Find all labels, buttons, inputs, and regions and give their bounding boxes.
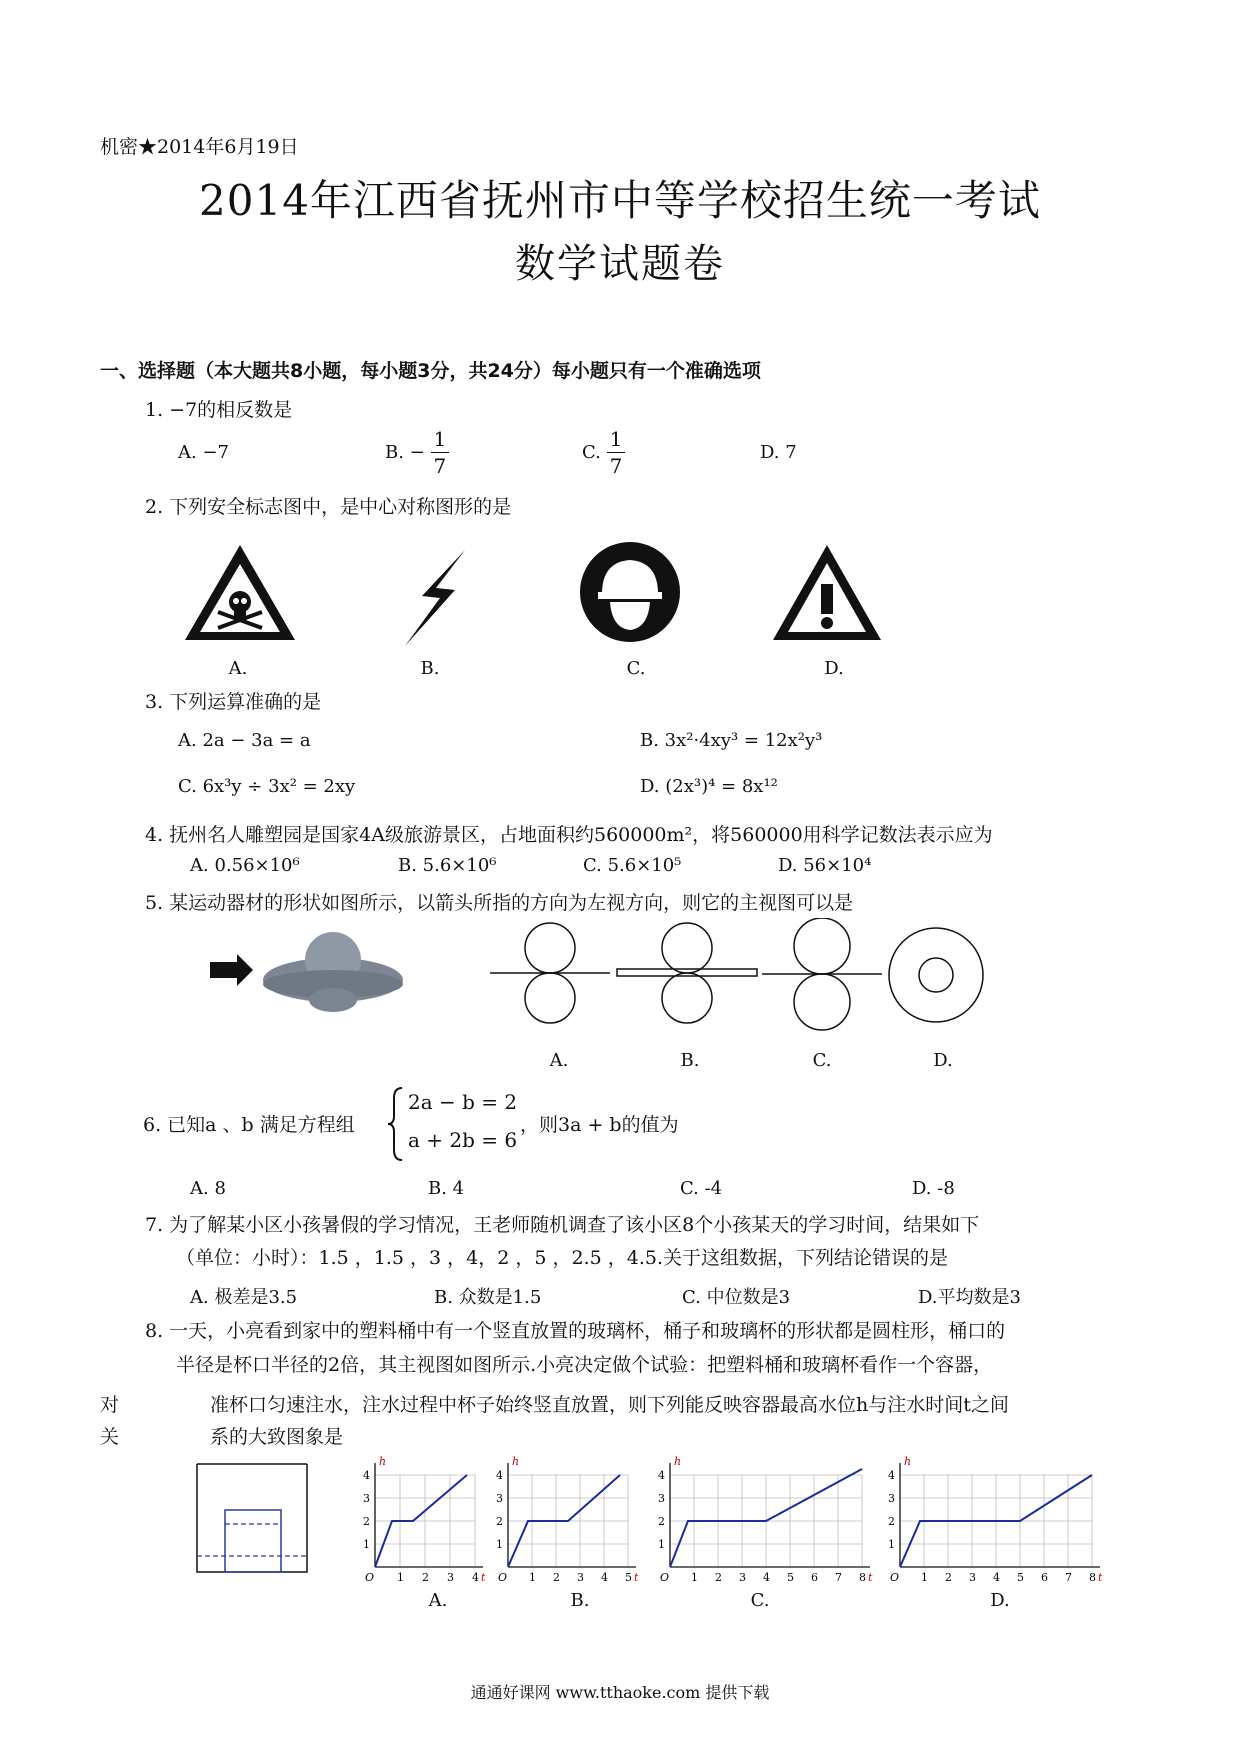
svg-text:t: t — [1098, 1571, 1103, 1584]
q1-option-b — [385, 426, 449, 479]
svg-text:3: 3 — [447, 1571, 454, 1584]
q8-line-2: 半径是杯口半径的2倍，其主视图如图所示.小亮决定做个试验：把塑料桶和玻璃杯看作一个容器， — [176, 1354, 993, 1376]
svg-text:5: 5 — [1017, 1571, 1024, 1584]
q4-stem: 4. 抚州名人雕塑园是国家4A级旅游景区，占地面积约560000m²，将560000用科学记数法表示应为 — [145, 824, 993, 846]
q6-stem-prefix: 6. 已知a 、b 满足方程组 — [143, 1114, 355, 1136]
svg-text:2: 2 — [658, 1515, 665, 1528]
q3-option-b: B. 3x²·4xy³ = 12x²y³ — [640, 730, 823, 751]
svg-text:4: 4 — [496, 1469, 503, 1482]
q5-label-d: D. — [933, 1050, 953, 1071]
warning-sign-icon — [770, 540, 885, 648]
fraction-denominator: 7 — [609, 454, 623, 478]
q7-option-d: D.平均数是3 — [918, 1287, 1021, 1308]
q8-margin-char-2: 关 — [100, 1426, 120, 1448]
fraction-numerator: 1 — [607, 426, 626, 453]
q5-option-d-figure — [886, 925, 986, 1025]
q6-equation-1: 2a − b = 2 — [408, 1090, 518, 1114]
q8-graph-d — [880, 1455, 1105, 1587]
svg-text:h: h — [512, 1455, 520, 1468]
svg-text:7: 7 — [1065, 1571, 1072, 1584]
q1-option-d: D. 7 — [760, 442, 797, 463]
svg-text:4: 4 — [993, 1571, 1000, 1584]
svg-text:7: 7 — [835, 1571, 842, 1584]
svg-text:1: 1 — [691, 1571, 698, 1584]
svg-text:1: 1 — [397, 1571, 404, 1584]
confidential-date: 机密★2014年6月19日 — [100, 136, 299, 158]
q7-line-1: 7. 为了解某小区小孩暑假的学习情况，王老师随机调查了该小区8个小孩某天的学习时间，结果如下 — [145, 1214, 980, 1236]
q1-option-c — [582, 426, 625, 479]
q8-graph-b — [488, 1455, 643, 1587]
svg-text:1: 1 — [363, 1538, 370, 1551]
q7-line-2: （单位：小时）：1.5 ，1.5 ，3 ，4，2 ，5 ，2.5 ，4.5.关于这组数据，下列结论错误的是 — [176, 1247, 948, 1269]
fraction-numerator: 1 — [431, 426, 450, 453]
svg-text:3: 3 — [739, 1571, 746, 1584]
svg-text:2: 2 — [363, 1515, 370, 1528]
q3-option-c: C. 6x³y ÷ 3x² = 2xy — [178, 776, 356, 797]
q5-label-b: B. — [680, 1050, 700, 1071]
svg-text:2: 2 — [715, 1571, 722, 1584]
q1-option-a: A. −7 — [178, 442, 229, 463]
section-heading: 一、选择题（本大题共8小题，每小题3分，共24分）每小题只有一个准确选项 — [100, 360, 761, 382]
svg-text:3: 3 — [658, 1492, 665, 1505]
svg-text:1: 1 — [921, 1571, 928, 1584]
q8-label-c: C. — [750, 1590, 770, 1611]
sports-equipment-image — [205, 920, 405, 1020]
q8-graph-a — [355, 1455, 490, 1587]
svg-text:h: h — [379, 1455, 387, 1468]
q8-line-4: 系的大致图象是 — [210, 1426, 344, 1448]
svg-text:8: 8 — [1089, 1571, 1096, 1584]
svg-text:O: O — [498, 1571, 508, 1584]
svg-text:8: 8 — [859, 1571, 866, 1584]
svg-text:1: 1 — [529, 1571, 536, 1584]
q6-option-b: B. 4 — [428, 1178, 465, 1199]
exam-subtitle: 数学试题卷 — [515, 241, 725, 287]
q3-stem: 3. 下列运算准确的是 — [145, 691, 322, 713]
q6-equation-2: a + 2b = 6 — [408, 1128, 518, 1152]
q6-option-d: D. -8 — [912, 1178, 955, 1199]
bucket-front-view-figure — [195, 1462, 315, 1574]
svg-text:3: 3 — [969, 1571, 976, 1584]
fraction-denominator: 7 — [433, 454, 447, 478]
q3-option-d: D. (2x³)⁴ = 8x¹² — [640, 776, 778, 797]
q5-option-c-figure — [762, 918, 882, 1038]
q2-label-d: D. — [824, 658, 844, 679]
q5-option-b-figure — [612, 920, 762, 1030]
svg-text:3: 3 — [496, 1492, 503, 1505]
exam-title: 2014年江西省抚州市中等学校招生统一考试 — [199, 176, 1041, 225]
q7-option-b: B. 众数是1.5 — [434, 1287, 542, 1308]
q5-label-a: A. — [549, 1050, 569, 1071]
svg-text:h: h — [904, 1455, 912, 1468]
svg-text:5: 5 — [787, 1571, 794, 1584]
svg-text:O: O — [365, 1571, 375, 1584]
svg-text:1: 1 — [888, 1538, 895, 1551]
q5-option-a-figure — [490, 920, 610, 1030]
svg-text:4: 4 — [888, 1469, 895, 1482]
q5-label-c: C. — [812, 1050, 832, 1071]
svg-text:3: 3 — [577, 1571, 584, 1584]
svg-text:4: 4 — [658, 1469, 665, 1482]
svg-text:6: 6 — [811, 1571, 818, 1584]
q1-stem: 1. −7的相反数是 — [145, 399, 293, 421]
svg-text:1: 1 — [658, 1538, 665, 1551]
svg-text:3: 3 — [363, 1492, 370, 1505]
svg-text:t: t — [868, 1571, 873, 1584]
svg-text:4: 4 — [472, 1571, 479, 1584]
helmet-sign-icon — [578, 540, 682, 644]
svg-text:4: 4 — [601, 1571, 608, 1584]
svg-text:2: 2 — [422, 1571, 429, 1584]
q1-option-b-fraction — [431, 426, 450, 479]
footer-source: 通通好课网 www.tthaoke.com 提供下载 — [470, 1683, 770, 1702]
q8-line-1: 8. 一天，小亮看到家中的塑料桶中有一个竖直放置的玻璃杯，桶子和玻璃杯的形状都是圆柱形，桶口的 — [145, 1320, 1006, 1342]
equation-system-brace — [386, 1086, 406, 1162]
q8-line-3: 准杯口匀速注水，注水过程中杯子始终竖直放置，则下列能反映容器最高水位h与注水时间t之间 — [210, 1394, 1009, 1416]
svg-text:1: 1 — [496, 1538, 503, 1551]
q5-stem: 5. 某运动器材的形状如图所示，以箭头所指的方向为左视方向，则它的主视图可以是 — [145, 892, 854, 914]
svg-text:t: t — [481, 1571, 486, 1584]
q3-option-a: A. 2a − 3a = a — [178, 730, 311, 751]
svg-text:4: 4 — [363, 1469, 370, 1482]
svg-text:2: 2 — [496, 1515, 503, 1528]
q2-label-a: A. — [228, 658, 248, 679]
q2-stem: 2. 下列安全标志图中，是中心对称图形的是 — [145, 496, 512, 518]
svg-text:2: 2 — [888, 1515, 895, 1528]
svg-text:5: 5 — [625, 1571, 632, 1584]
q7-option-a: A. 极差是3.5 — [190, 1287, 298, 1308]
svg-text:O: O — [660, 1571, 670, 1584]
svg-text:4: 4 — [763, 1571, 770, 1584]
q4-option-b: B. 5.6×10⁶ — [398, 855, 497, 876]
svg-text:t: t — [634, 1571, 639, 1584]
q8-label-d: D. — [990, 1590, 1010, 1611]
q8-margin-char-1: 对 — [100, 1394, 120, 1416]
q4-option-d: D. 56×10⁴ — [778, 855, 872, 876]
q2-label-c: C. — [626, 658, 646, 679]
q2-label-b: B. — [420, 658, 440, 679]
q1-option-c-prefix: C. — [582, 442, 601, 463]
q6-stem-suffix: ，则3a + b的值为 — [520, 1114, 679, 1136]
lightning-sign-icon — [400, 548, 470, 648]
q6-option-c: C. -4 — [680, 1178, 723, 1199]
svg-text:h: h — [674, 1455, 682, 1468]
q8-label-a: A. — [428, 1590, 448, 1611]
q8-graph-c — [650, 1455, 875, 1587]
q4-option-c: C. 5.6×10⁵ — [583, 855, 682, 876]
q4-option-a: A. 0.56×10⁶ — [190, 855, 300, 876]
arrow-right-icon — [210, 954, 253, 986]
svg-text:3: 3 — [888, 1492, 895, 1505]
svg-text:2: 2 — [945, 1571, 952, 1584]
q7-option-c: C. 中位数是3 — [682, 1287, 791, 1308]
poison-sign-icon — [180, 540, 300, 650]
svg-text:2: 2 — [553, 1571, 560, 1584]
q8-label-b: B. — [570, 1590, 590, 1611]
svg-text:6: 6 — [1041, 1571, 1048, 1584]
q1-option-c-fraction — [607, 426, 626, 479]
svg-text:O: O — [890, 1571, 900, 1584]
q6-option-a: A. 8 — [190, 1178, 226, 1199]
q1-option-b-prefix: B. − — [385, 442, 425, 463]
